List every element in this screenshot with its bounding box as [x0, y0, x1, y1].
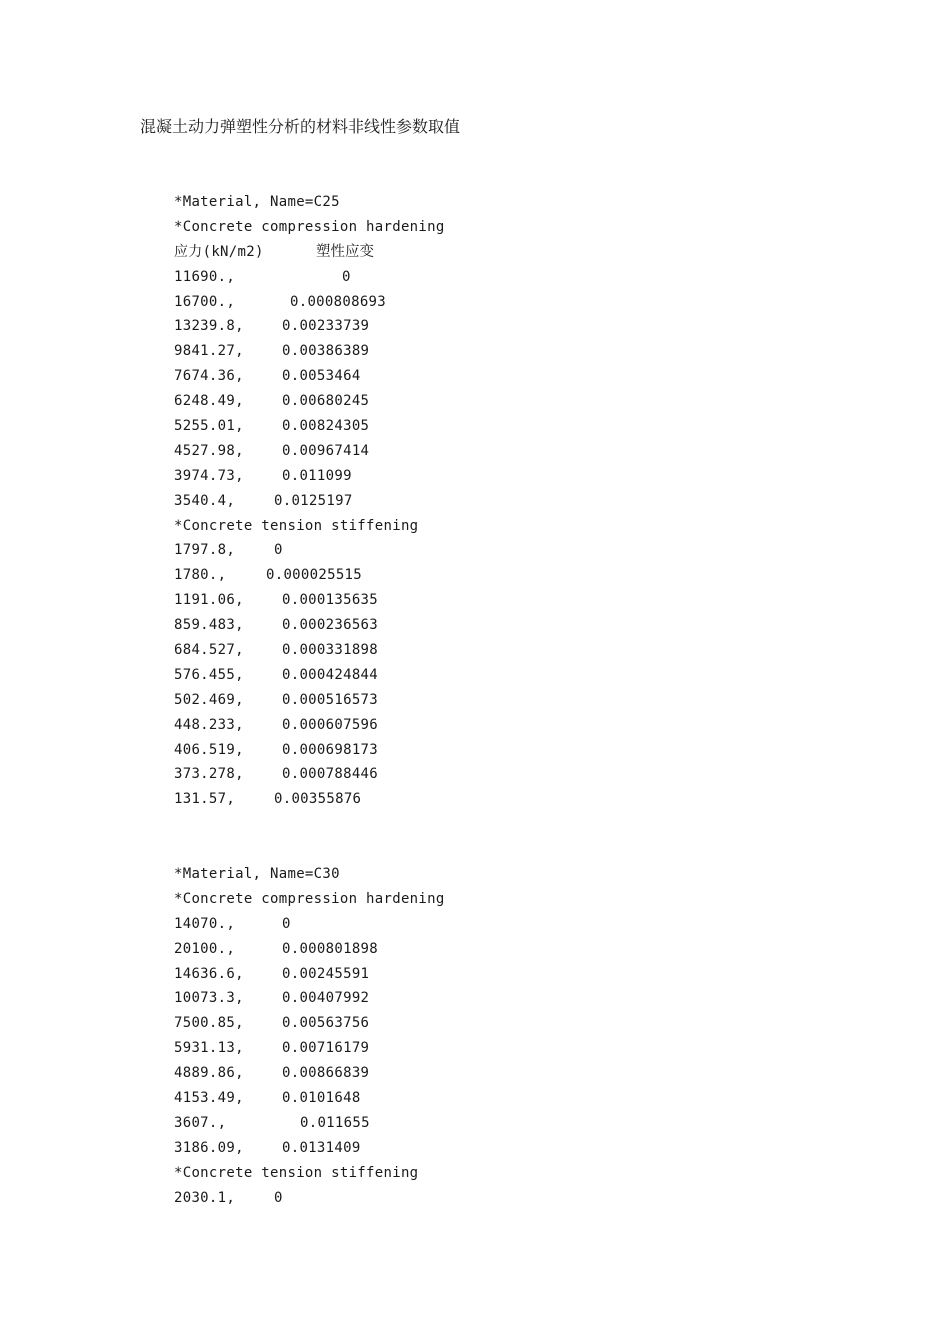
- material-block-c25: [174, 190, 874, 812]
- table-row: [174, 339, 874, 364]
- plastic-strain-value: 0.000698173: [282, 741, 379, 758]
- stress-value: 11690.,: [174, 268, 236, 285]
- table-row: [174, 962, 874, 987]
- table-row: [174, 1061, 874, 1086]
- plastic-strain-value: 0.000516573: [282, 691, 379, 708]
- table-row: [174, 762, 874, 787]
- plastic-strain-value: 0.0131409: [282, 1139, 361, 1156]
- table-row: [174, 563, 874, 588]
- stress-value: 406.519,: [174, 741, 244, 758]
- table-row: [174, 265, 874, 290]
- table-row: [174, 1111, 874, 1136]
- table-row: [174, 464, 874, 489]
- plastic-strain-value: 0.00680245: [282, 393, 370, 410]
- table-row: [174, 439, 874, 464]
- table-row: [174, 290, 874, 315]
- plastic-strain-value: 0: [342, 268, 351, 285]
- compression-table-c30: [174, 912, 874, 1161]
- stress-value: 684.527,: [174, 642, 244, 659]
- compression-heading-c30: *Concrete compression hardening: [174, 890, 445, 907]
- plastic-strain-value: 0: [282, 915, 291, 932]
- stress-value: 576.455,: [174, 666, 244, 683]
- material-header-c25: *Material, Name=C25: [174, 194, 340, 210]
- table-row: [174, 1136, 874, 1161]
- stress-value: 13239.8,: [174, 318, 244, 335]
- table-row: [174, 638, 874, 663]
- stress-value: 14070.,: [174, 915, 236, 932]
- plastic-strain-value: 0.00967414: [282, 442, 370, 459]
- plastic-strain-value: 0.00824305: [282, 418, 370, 435]
- plastic-strain-value: 0.00233739: [282, 318, 370, 335]
- stress-value: 7674.36,: [174, 368, 244, 385]
- table-row: [174, 738, 874, 763]
- tension-table-c30: [174, 1186, 874, 1211]
- plastic-strain-value: 0.011655: [300, 1114, 370, 1131]
- column-header-stress: 应力(kN/m2): [174, 243, 264, 260]
- tension-heading-c30: *Concrete tension stiffening: [174, 1164, 419, 1181]
- plastic-strain-value: 0.000607596: [282, 716, 379, 733]
- stress-value: 9841.27,: [174, 343, 244, 360]
- plastic-strain-value: 0.000025515: [266, 567, 363, 584]
- table-row: [174, 1086, 874, 1111]
- stress-value: 4153.49,: [174, 1090, 244, 1107]
- stress-value: 502.469,: [174, 691, 244, 708]
- tension-heading-c25: *Concrete tension stiffening: [174, 517, 419, 534]
- plastic-strain-value: 0.0101648: [282, 1090, 361, 1107]
- plastic-strain-value: 0.00563756: [282, 1015, 370, 1032]
- stress-value: 859.483,: [174, 617, 244, 634]
- plastic-strain-value: 0.000331898: [282, 642, 379, 659]
- stress-value: 14636.6,: [174, 965, 244, 982]
- table-row: [174, 314, 874, 339]
- table-row: [174, 538, 874, 563]
- stress-value: 4889.86,: [174, 1065, 244, 1082]
- plastic-strain-value: 0.00355876: [274, 791, 362, 808]
- plastic-strain-value: 0.00716179: [282, 1040, 370, 1057]
- table-row: [174, 364, 874, 389]
- table-row: [174, 1011, 874, 1036]
- stress-value: 10073.3,: [174, 990, 244, 1007]
- stress-value: 131.57,: [174, 791, 236, 808]
- plastic-strain-value: 0: [274, 1189, 283, 1206]
- stress-value: 2030.1,: [174, 1189, 236, 1206]
- stress-value: 5255.01,: [174, 418, 244, 435]
- stress-value: 20100.,: [174, 940, 236, 957]
- plastic-strain-value: 0.00245591: [282, 965, 370, 982]
- stress-value: 3540.4,: [174, 492, 236, 509]
- table-row: [174, 986, 874, 1011]
- stress-value: 1797.8,: [174, 542, 236, 559]
- plastic-strain-value: 0.000236563: [282, 617, 379, 634]
- stress-value: 6248.49,: [174, 393, 244, 410]
- plastic-strain-value: 0.0053464: [282, 368, 361, 385]
- stress-value: 3186.09,: [174, 1139, 244, 1156]
- compression-table-c25: [174, 265, 874, 514]
- stress-value: 1780.,: [174, 567, 227, 584]
- stress-value: 1191.06,: [174, 592, 244, 609]
- table-row: [174, 787, 874, 812]
- material-header-c30: *Material, Name=C30: [174, 866, 340, 882]
- table-row: [174, 489, 874, 514]
- plastic-strain-value: 0.011099: [282, 467, 352, 484]
- table-row: [174, 414, 874, 439]
- stress-value: 16700.,: [174, 293, 236, 310]
- table-row: [174, 1036, 874, 1061]
- table-row: [174, 713, 874, 738]
- stress-value: 5931.13,: [174, 1040, 244, 1057]
- plastic-strain-value: 0: [274, 542, 283, 559]
- plastic-strain-value: 0.000135635: [282, 592, 379, 609]
- plastic-strain-value: 0.000801898: [282, 940, 379, 957]
- table-row: [174, 912, 874, 937]
- plastic-strain-value: 0.0125197: [274, 492, 353, 509]
- plastic-strain-value: 0.00866839: [282, 1065, 370, 1082]
- page-title: 混凝土动力弹塑性分析的材料非线性参数取值: [140, 117, 461, 136]
- stress-value: 4527.98,: [174, 442, 244, 459]
- plastic-strain-value: 0.000788446: [282, 766, 379, 783]
- plastic-strain-value: 0.000808693: [290, 293, 387, 310]
- stress-value: 448.233,: [174, 716, 244, 733]
- material-block-c30: [174, 862, 874, 1210]
- plastic-strain-value: 0.00407992: [282, 990, 370, 1007]
- plastic-strain-value: 0.000424844: [282, 666, 379, 683]
- compression-heading-c25: *Concrete compression hardening: [174, 218, 445, 235]
- table-row: [174, 937, 874, 962]
- table-row: [174, 389, 874, 414]
- stress-value: 3974.73,: [174, 467, 244, 484]
- table-row: [174, 688, 874, 713]
- tension-table-c25: [174, 538, 874, 812]
- plastic-strain-value: 0.00386389: [282, 343, 370, 360]
- column-header-row: [174, 240, 874, 265]
- stress-value: 7500.85,: [174, 1015, 244, 1032]
- stress-value: 3607.,: [174, 1114, 227, 1131]
- column-header-strain: 塑性应变: [316, 243, 374, 260]
- table-row: [174, 613, 874, 638]
- table-row: [174, 1186, 874, 1211]
- stress-value: 373.278,: [174, 766, 244, 783]
- table-row: [174, 588, 874, 613]
- table-row: [174, 663, 874, 688]
